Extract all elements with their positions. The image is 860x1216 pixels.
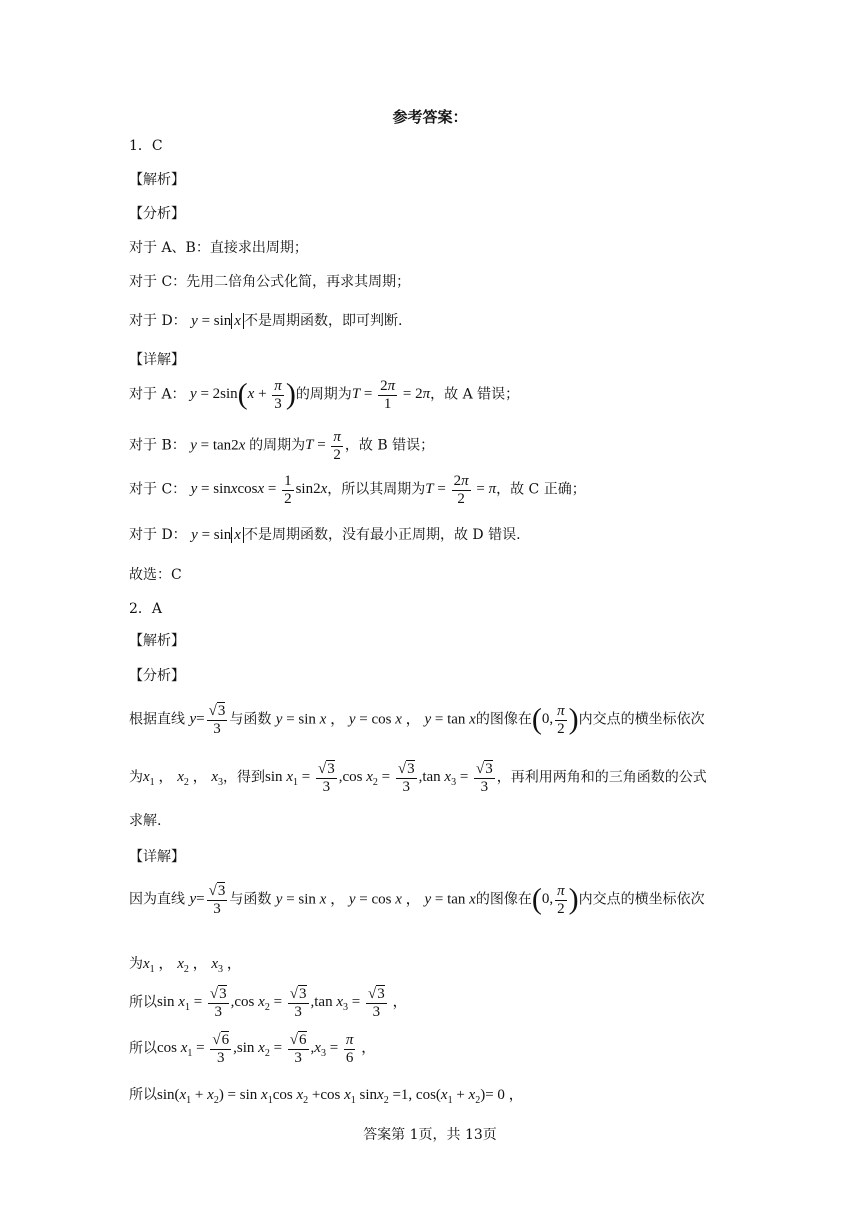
q2-number: 2．A [129,601,163,617]
formula-D: y = sin x [191,527,244,543]
page-title: 参考答案： [392,108,468,126]
q1-analysis-line-1: 对于 A、B：直接求出周期； [129,240,308,256]
q1-fenxi-heading: 【分析】 [129,206,185,222]
formula-values: $\sin x_1$ = $\frac{√3}{3}$ ,cos $x_2$ = $\frac{√3}{3}$ ,tan $x_3$ = $\frac{√3}{3}$ [265,761,493,795]
q2-fenxi-heading: 【分析】 [129,668,185,684]
formula-sin-abs-x: y = sin x [191,313,244,329]
formula-period-B: T = $\frac{\pi}{2}$ [305,429,341,463]
formula-line-y: y= $\frac{√3}{3}$ [189,703,226,737]
formula-A: y = 2sin(x + $\frac{\pi}{3}$ ) [190,378,296,412]
q1-detail-B: 对于 B： y = tan2x 的周期为T = $\frac{\pi}{2}$ ，故 B 错误； [129,429,435,463]
q1-detail-D: 对于 D： y = sin x 不是周期函数，没有最小正周期，故 D 错误. [129,527,521,543]
q1-analysis-line-3: 对于 D： y = sin x 不是周期函数，即可判断. [129,313,403,329]
q2-detail-line-4: 所以$\cos x_1$ = $\frac{√6}{3}$ ,sin $x_2$ = $\frac{√6}{3}$ $,x_3$ = $\frac{\pi}{6}$ ， [129,1032,377,1066]
q1-answer: 故选：C [129,567,182,583]
q1-jiexi-heading: 【解析】 [129,172,185,188]
formula-C: y = sinxcosx = $\frac{1}{2}$ sin2x [190,473,328,507]
q2-analysis-line-1: 根据直线 y= $\frac{√3}{3}$ 与函数 y = sin x ， y = cos x ， y = tan x的图像在(0, $\frac{\pi}{2}$ )内交点的横坐标依次 [129,703,705,737]
q2-analysis-line-3: 求解. [129,813,162,829]
q2-detail-line-3: 所以$\sin x_1$ = $\frac{√3}{3}$ ,cos $x_2$ = $\frac{√3}{3}$ ,tan $x_3$ = $\frac{√3}{3}$ ， [129,986,408,1020]
q1-detail-C: 对于 C： y = sinxcosx = $\frac{1}{2}$ sin2x，所以其周期为T = $\frac{2\pi}{2}$ = π，故 C 正确； [129,473,586,507]
formula-interval: (0, $\frac{\pi}{2}$ ) [531,703,579,737]
q2-xiangjie-heading: 【详解】 [129,849,185,865]
q2-analysis-line-2: 为$x_1$ ， $x_2$ ， $x_3$，得到$\sin x_1$ = $\frac{√3}{3}$ ,cos $x_2$ = $\frac{√3}{3}$ ,tan $x_3$ = $\frac{√3}{3}$ ，再利用两角和的三角函数的公式 [129,761,707,795]
formula-period-C: T = $\frac{2\pi}{2}$ = π [425,473,497,507]
formula-B: y = tan2x [190,437,246,454]
q2-jiexi-heading: 【解析】 [129,633,185,649]
q2-detail-line-1: 因为直线 y= $\frac{√3}{3}$ 与函数 y = sin x ， y = cos x ， y = tan x的图像在(0, $\frac{\pi}{2}$ )内交点的横坐标依次 [129,883,705,917]
formula-period-A: T = $\frac{2\pi}{1}$ = 2π [351,378,431,412]
q2-detail-line-2: 为$x_1$ ， $x_2$ ， $x_3$ ， [129,956,242,975]
q1-detail-A: 对于 A： y = 2sin(x + $\frac{\pi}{3}$ )的周期为T = $\frac{2\pi}{1}$ = 2π，故 A 错误； [129,378,520,412]
q1-analysis-line-2: 对于 C：先用二倍角公式化简，再求其周期； [129,274,411,290]
page-footer: 答案第 1页，共 13页 [363,1127,497,1143]
q2-detail-line-5: 所以$\sin(x_1 + x_2) = \sin x_1\cos$ $x_2 +\cos$ $x_1$ sinx$_2$ =1, $\cos(x_1 + x_2)= 0$ ， [129,1087,524,1106]
q1-xiangjie-heading: 【详解】 [129,352,185,368]
q1-number: 1．C [129,138,163,154]
